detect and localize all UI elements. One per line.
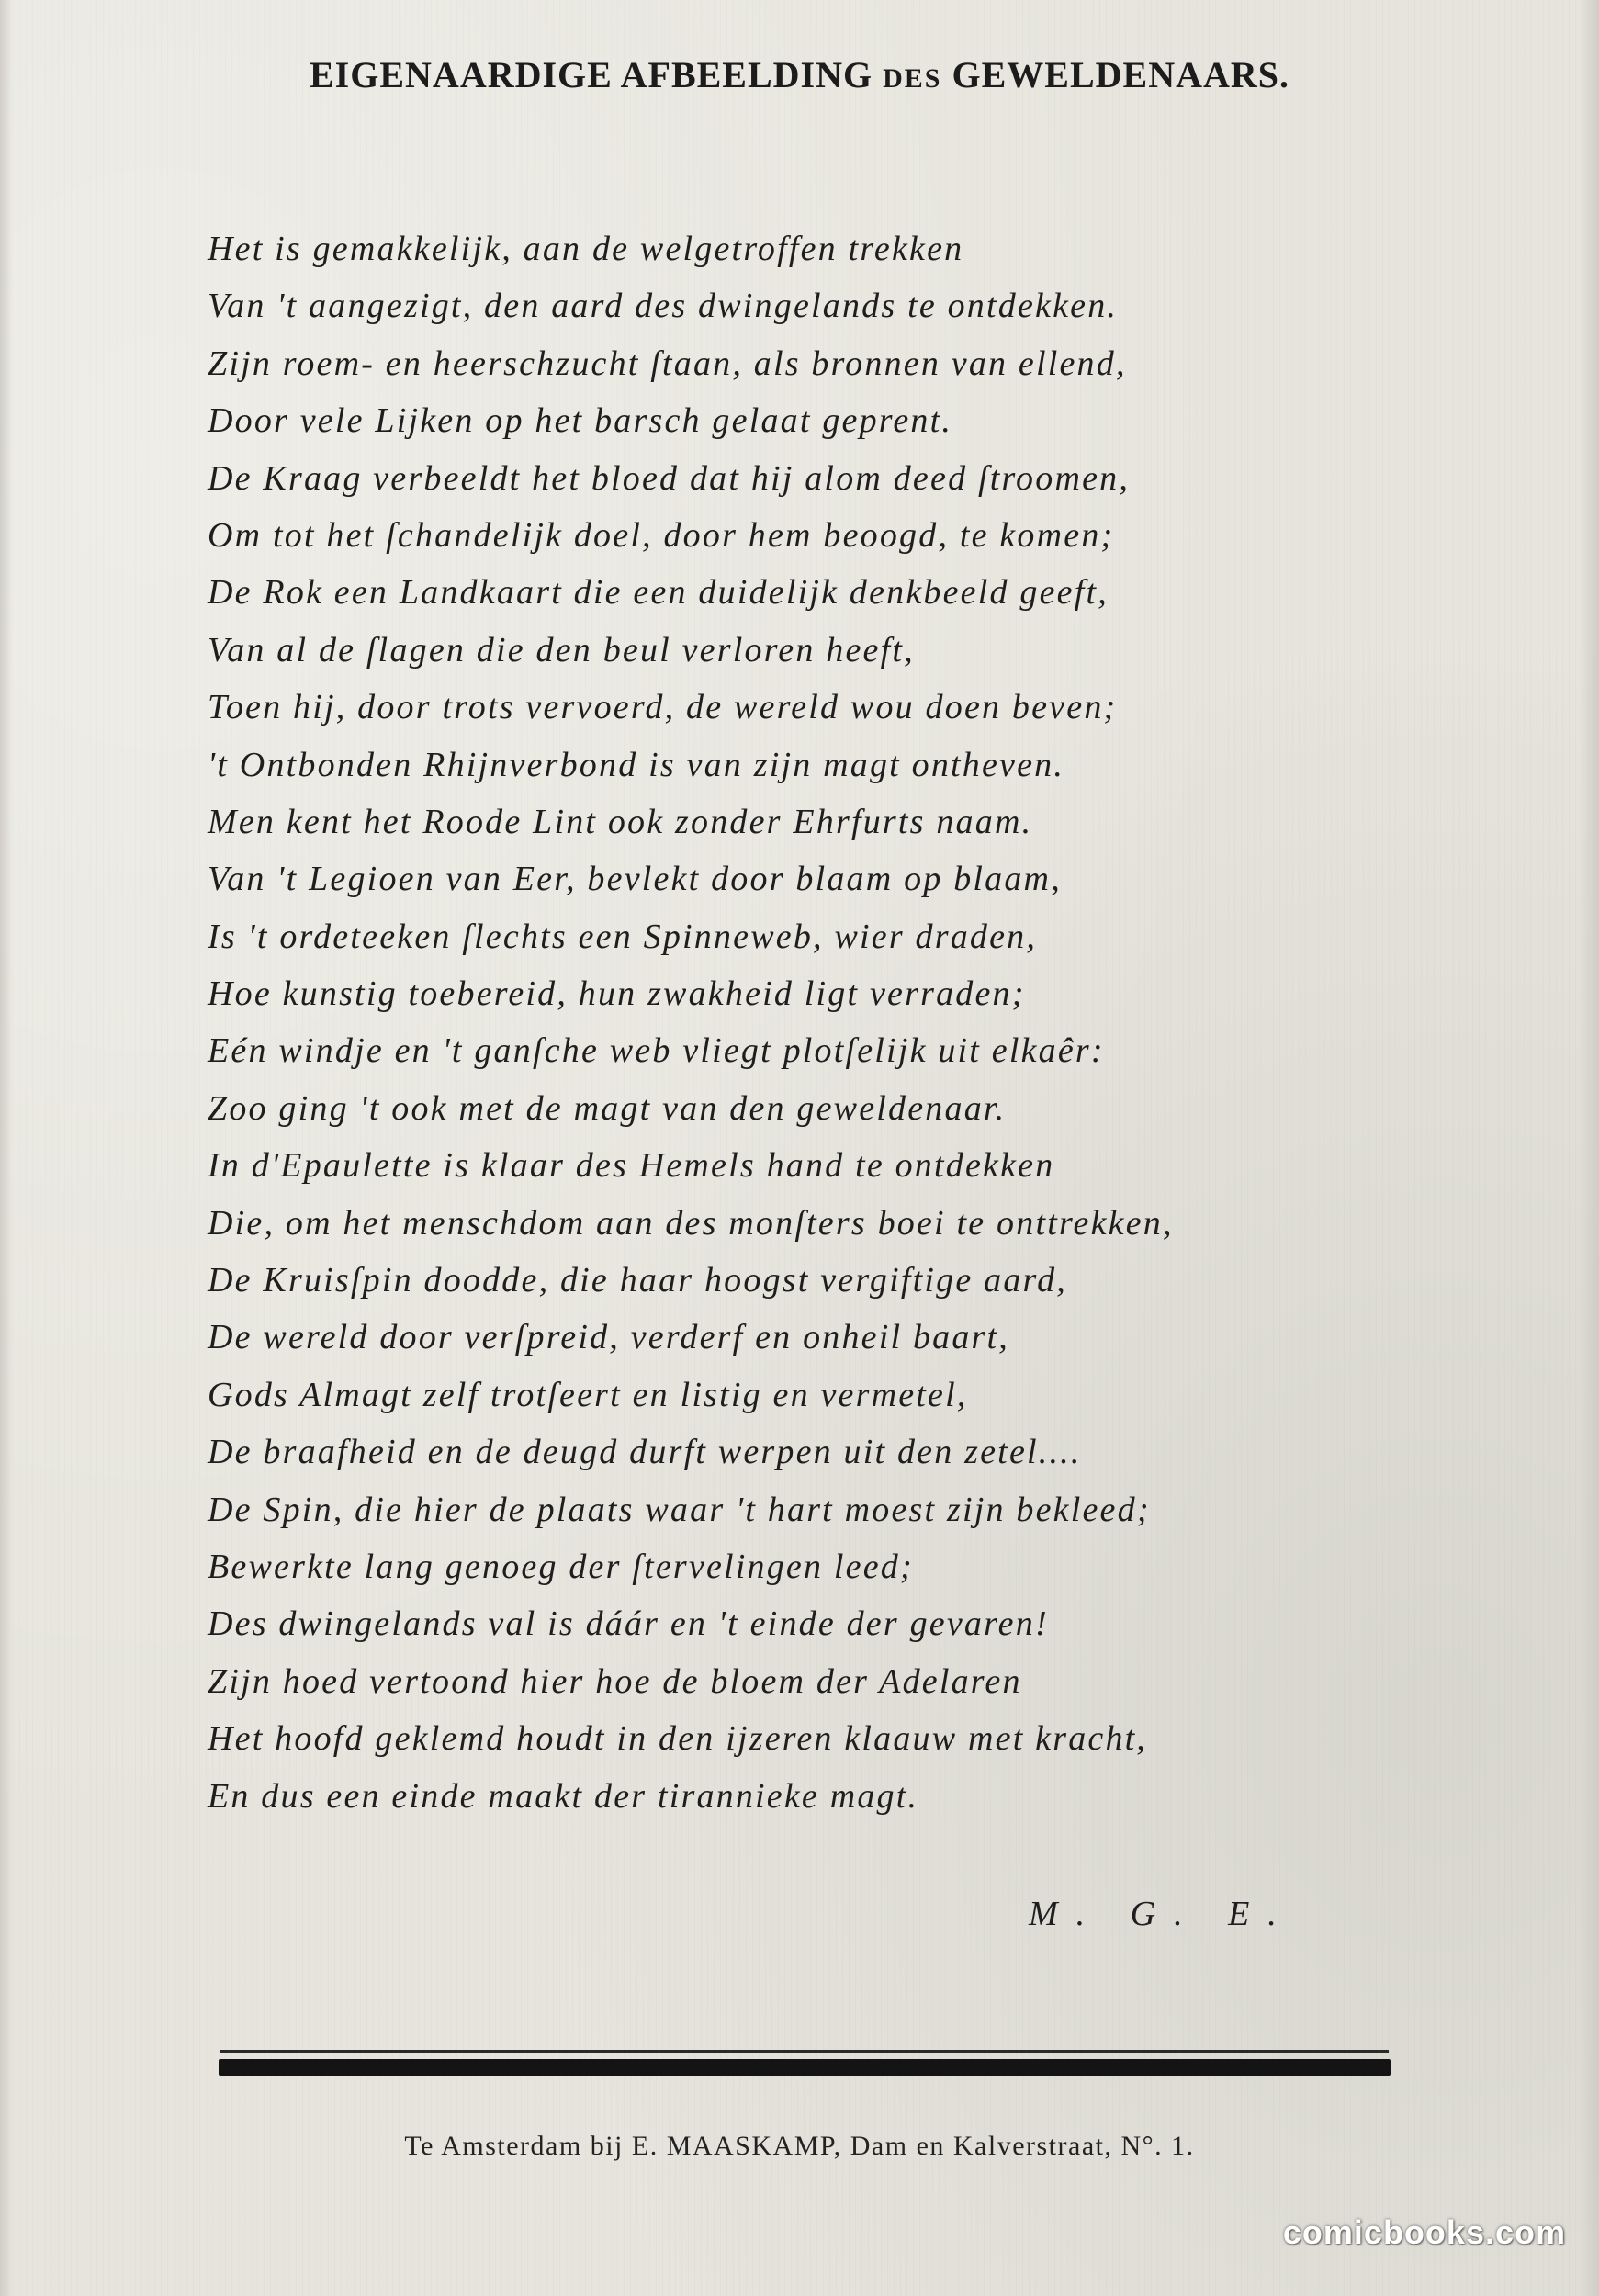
poem-line: De Spin, die hier de plaats waar 't hart moest zijn bekleed; <box>208 1490 1151 1529</box>
poem-line: De Rok een Landkaart die een duidelijk denkbeeld geeft, <box>208 573 1109 613</box>
poem-line: En dus een einde maakt der tirannieke magt. <box>208 1776 919 1816</box>
watermark-logo: comicbooks.com <box>1282 2213 1566 2251</box>
title-part-1: EIGENAARDIGE AFBEELDING <box>310 54 873 96</box>
poem-line: Zijn hoed vertoond hier hoe de bloem der Adelaren <box>208 1661 1022 1701</box>
paper-edge-right <box>1579 0 1599 2296</box>
divider-thin-rule <box>220 2050 1389 2053</box>
poem-line: Hoe kunstig toebereid, hun zwakheid ligt verraden; <box>208 974 1026 1014</box>
poem-line: Zoo ging 't ook met de magt van den geweldenaar. <box>208 1088 1007 1128</box>
poem-line: Zijn roem- en heerschzucht ſtaan, als bronnen van ellend, <box>208 343 1127 383</box>
poem-line: Toen hij, door trots vervoerd, de wereld wou doen beven; <box>208 688 1118 727</box>
poem-line: Men kent het Roode Lint ook zonder Ehrfurts naam. <box>208 802 1033 841</box>
poem-line: Het is gemakkelijk, aan de welgetroffen trekken <box>208 230 964 268</box>
poem-line: De Kraag verbeeldt het bloed dat hij alom deed ſtroomen, <box>208 458 1131 498</box>
divider-thick-rule <box>219 2059 1391 2076</box>
poem-line: Het hoofd geklemd houdt in den ijzeren klaauw met kracht, <box>208 1719 1148 1759</box>
poem-line: Van 't aangezigt, den aard des dwingelands te ontdekken. <box>208 287 1119 326</box>
poem-line: Eén windje en 't ganſche web vliegt plotſelijk uit elkaêr: <box>208 1031 1105 1071</box>
poem-line: 't Ontbonden Rhijnverbond is van zijn magt ontheven. <box>208 745 1065 784</box>
document-title <box>0 53 1599 96</box>
poem-line: Die, om het menschdom aan des monſters boei te onttrekken, <box>208 1203 1174 1243</box>
poem-line: De braafheid en de deugd durft werpen uit den zetel.... <box>208 1433 1082 1472</box>
poem-line: Door vele Lijken op het barsch gelaat geprent. <box>208 401 953 441</box>
poem-line: Van al de ſlagen die den beul verloren heeft, <box>208 630 915 670</box>
paper-edge-left <box>0 0 13 2296</box>
poem-body <box>208 220 1429 1825</box>
printer-imprint: Te Amsterdam bij E. MAASKAMP, Dam en Kalverstraat, N°. 1. <box>404 2131 1195 2161</box>
poem-line: De wereld door verſpreid, verderf en onheil baart, <box>208 1318 1010 1357</box>
signature: M. G. E. <box>1029 1895 1295 1933</box>
poem-line: De Kruisſpin doodde, die haar hoogst vergiftige aard, <box>208 1261 1068 1300</box>
title-part-3: GEWELDENAARS. <box>952 54 1289 96</box>
poem-line: Om tot het ſchandelijk doel, door hem beoogd, te komen; <box>208 515 1115 555</box>
poem-line: Des dwingelands val is dáár en 't einde der gevaren! <box>208 1604 1049 1644</box>
poem-line: Bewerkte lang genoeg der ſtervelingen leed; <box>208 1547 914 1586</box>
poem-line: In d'Epaulette is klaar des Hemels hand te ontdekken <box>208 1146 1055 1186</box>
poem-line: Van 't Legioen van Eer, bevlekt door blaam op blaam, <box>208 860 1062 899</box>
title-part-2: DES <box>883 63 942 94</box>
poem-line: Is 't ordeteeken ſlechts een Spinneweb, wier draden, <box>208 917 1038 956</box>
poem-line: Gods Almagt zelf trotſeert en listig en vermetel, <box>208 1375 968 1414</box>
